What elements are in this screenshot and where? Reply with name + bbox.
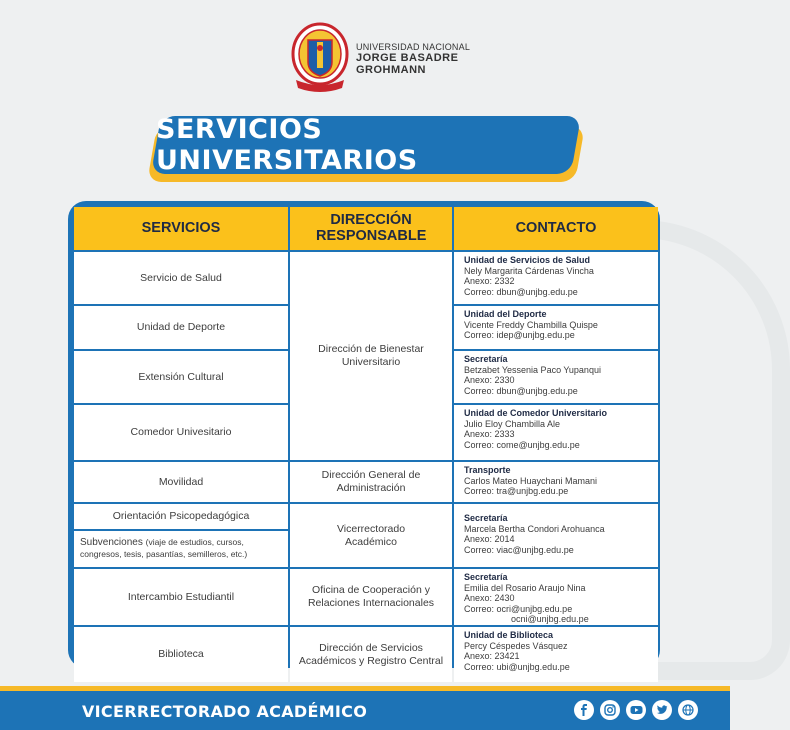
direction-text: Vicerrectorado Académico [336,522,406,548]
contact-line: Correo: ocri@unjbg.edu.pe [464,603,573,614]
contact-line: Marcela Bertha Condori Arohuanca [464,523,605,534]
contact-unit: Secretaría [464,354,508,364]
university-logo [290,22,470,96]
contact-cell [454,252,658,304]
social-icons [574,700,698,720]
direction-text: Dirección General de Administración [321,469,421,494]
logo-line-3: GROHMANN [356,64,426,77]
contact-line: Emilia del Rosario Araujo Nina [464,582,586,593]
contact-line: Anexo: 2330 [464,375,515,386]
contact-line: Correo: dbun@unjbg.edu.pe [464,385,578,396]
contact-cell [454,569,658,625]
direction-cell [290,252,452,460]
header-direction-text: DIRECCIÓN RESPONSABLE [316,211,427,244]
contact-cell [454,306,658,349]
twitter-icon[interactable] [652,700,672,720]
service-cell: Intercambio Estudiantil [74,569,288,625]
contact-line: Nely Margarita Cárdenas Vincha [464,265,594,276]
contact-line: Correo: tra@unjbg.edu.pe [464,486,569,497]
web-icon[interactable] [678,700,698,720]
contact-line: Vicente Freddy Chambilla Quispe [464,319,598,330]
contact-line: Correo: viac@unjbg.edu.pe [464,544,574,555]
page-title: SERVICIOS UNIVERSITARIOS [156,114,418,176]
contact-unit: Secretaría [464,572,508,582]
direction-cell [290,462,452,502]
direction-cell [290,504,452,567]
facebook-icon[interactable] [574,700,594,720]
contact-cell [454,351,658,403]
contact-line: Correo: come@unjbg.edu.pe [464,439,580,450]
contact-line: Anexo: 2430 [464,593,515,604]
instagram-icon[interactable] [600,700,620,720]
service-cell: Unidad de Deporte [74,306,288,349]
contact-line: Anexo: 2014 [464,534,515,545]
contact-line: Anexo: 2333 [464,429,515,440]
contact-unit: Unidad del Deporte [464,309,547,319]
service-cell: Servicio de Salud [74,252,288,304]
contact-line: Correo: ubi@unjbg.edu.pe [464,661,570,672]
services-table [74,207,654,672]
header-contact: CONTACTO [454,207,658,250]
service-subvenciones-label: Subvenciones [80,536,143,548]
contact-unit: Secretaría [464,513,508,523]
service-cell: Orientación Psicopedagógica [74,504,288,529]
contact-cell [454,504,658,567]
contact-unit: Transporte [464,465,511,475]
contact-line: Anexo: 23421 [464,651,520,662]
direction-text: Dirección de Servicios Académicos y Registro Central [298,641,444,667]
contact-line: Percy Céspedes Vásquez [464,640,568,651]
logo-line-1: UNIVERSIDAD NACIONAL [356,41,471,52]
service-cell: Biblioteca [74,627,288,682]
contact-line: Anexo: 2332 [464,276,515,287]
university-seal-icon [290,22,350,96]
contact-line: ocni@unjbg.edu.pe [511,614,589,625]
service-cell: Comedor Univesitario [74,405,288,460]
youtube-icon[interactable] [626,700,646,720]
service-subvenciones-detail: (viaje de estudios, cursos, congresos, tesis, pasantías, semilleros, etc.) [80,536,248,559]
contact-line: Carlos Mateo Huaychani Mamani [464,475,598,486]
direction-cell [290,569,452,625]
contact-cell [454,462,658,502]
footer-title: VICERRECTORADO ACADÉMICO [82,702,368,721]
direction-text: Dirección de Bienestar Universitario [318,343,424,368]
contact-cell [454,627,658,682]
contact-line: Correo: idep@unjbg.edu.pe [464,330,575,341]
contact-cell [454,405,658,460]
title-banner [151,116,581,174]
contact-line: Julio Eloy Chambilla Ale [464,418,561,429]
contact-unit: Unidad de Servicios de Salud [464,255,591,265]
contact-line: Betzabet Yessenia Paco Yupanqui [464,364,601,375]
service-cell: Movilidad [74,462,288,502]
service-cell-subvenciones [74,531,288,567]
logo-line-2: JORGE BASADRE [356,51,459,64]
header-direction [290,207,452,250]
contact-unit: Unidad de Biblioteca [464,630,554,640]
services-table-card [68,201,660,672]
direction-text: Oficina de Cooperación y Relaciones Internacionales [307,584,435,609]
service-cell: Extensión Cultural [74,351,288,403]
contact-line: Correo: dbun@unjbg.edu.pe [464,286,578,297]
contact-unit: Unidad de Comedor Universitario [464,408,608,418]
direction-cell [290,627,452,682]
header-services: SERVICIOS [74,207,288,250]
